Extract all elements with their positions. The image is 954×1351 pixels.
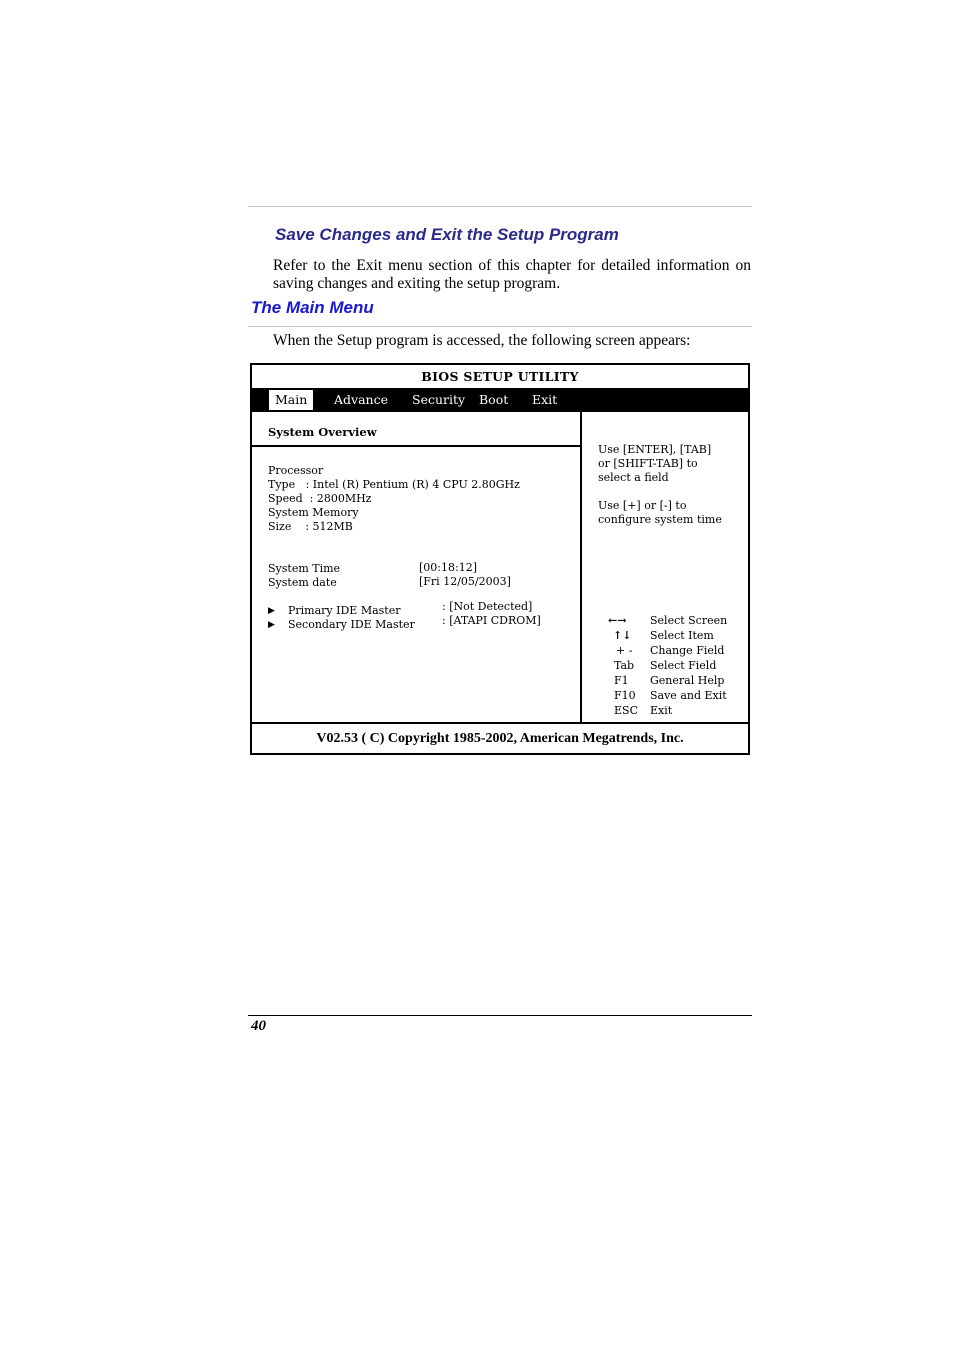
paragraph: Refer to the Exit menu section of this chapter for detailed information on saving changes and exiting the setup program. [273,257,751,292]
bios-title: BIOS SETUP UTILITY [421,369,579,384]
key-tab: Tab [614,659,635,672]
secondary-ide-value: : [ATAPI CDROM] [442,614,541,627]
top-rule [248,206,752,207]
heading-rule [248,326,752,327]
key-label: Select Field [650,659,717,672]
left-right-arrows-icon: ←→ [608,614,627,627]
tab-exit[interactable]: Exit [532,392,558,407]
system-date-label: System date [268,576,337,589]
key-label: Save and Exit [650,689,727,702]
system-time-field[interactable]: [00:18:12] [419,561,477,574]
processor-speed: Speed : 2800MHz [268,492,372,505]
memory-label: System Memory [268,506,359,519]
tab-boot[interactable]: Boot [479,392,509,407]
submenu-arrow-icon: ▶ [268,606,275,616]
primary-ide-master[interactable]: Primary IDE Master [288,604,401,617]
submenu-arrow-icon: ▶ [268,620,275,630]
section-heading: The Main Menu [251,298,374,317]
help-line: configure system time [598,513,722,526]
key-label: Change Field [650,644,725,657]
help-line: or [SHIFT-TAB] to [598,457,698,470]
system-overview-title: System Overview [268,425,377,439]
system-time-label: System Time [268,562,341,575]
primary-ide-value: : [Not Detected] [442,600,533,613]
processor-type: Type : Intel (R) Pentium (R) 4 CPU 2.80GHz [268,478,520,491]
processor-label: Processor [268,464,324,477]
bios-copyright: V02.53 ( C) Copyright 1985-2002, American Megatrends, Inc. [252,722,748,755]
key-label: General Help [650,674,725,687]
bios-tab-bar [252,388,748,412]
key-esc: ESC [614,704,638,717]
subheading: Save Changes and Exit the Setup Program [275,225,619,244]
help-panel [582,412,748,722]
key-label: Exit [650,704,673,717]
main-panel [252,412,582,722]
help-line: Use [ENTER], [TAB] [598,443,712,456]
secondary-ide-master[interactable]: Secondary IDE Master [288,618,415,631]
intro-text: When the Setup program is accessed, the following screen appears: [273,332,691,349]
help-line: select a field [598,471,669,484]
key-f1: F1 [614,674,629,687]
overview-divider [252,445,580,447]
help-line: Use [+] or [-] to [598,499,687,512]
tab-main[interactable]: Main [269,390,313,410]
key-label: Select Item [650,629,714,642]
key-plus-minus: + - [616,644,633,657]
footer-rule [248,1015,752,1016]
bios-screen [250,363,750,755]
system-date-field[interactable]: [Fri 12/05/2003] [419,575,511,588]
key-f10: F10 [614,689,636,702]
up-down-arrows-icon: ↑↓ [613,629,632,642]
tab-advance[interactable]: Advance [334,392,388,407]
key-label: Select Screen [650,614,728,627]
memory-size: Size : 512MB [268,520,353,533]
tab-security[interactable]: Security [412,392,466,407]
page-number: 40 [251,1018,266,1034]
